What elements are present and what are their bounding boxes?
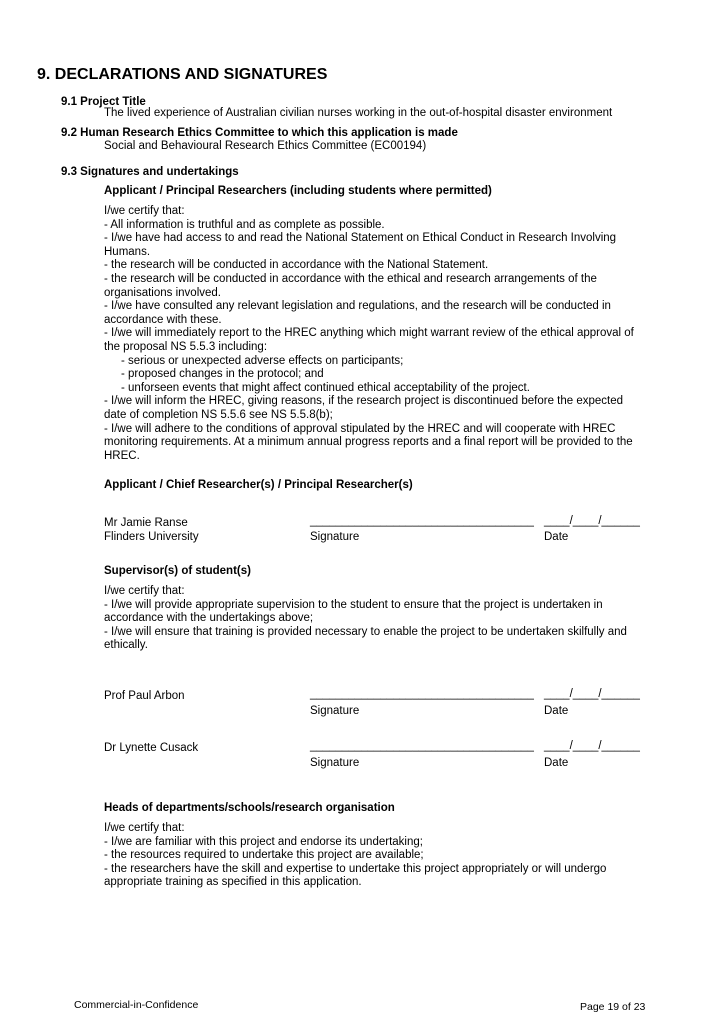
- date-field[interactable]: ____/____/______: [544, 740, 640, 752]
- signature-field[interactable]: ___________________________________: [310, 740, 534, 752]
- date-label: Date: [544, 531, 569, 543]
- declaration-line: - I/we will immediately report to the HREC anything which might warrant review of the ethical approval of: [104, 327, 634, 340]
- declaration-line: - the resources required to undertake this project are available;: [104, 849, 424, 862]
- applicants-heading: Applicant / Principal Researchers (including students where permitted): [104, 185, 492, 197]
- project-title: The lived experience of Australian civilian nurses working in the out-of-hospital disaster environment: [104, 107, 613, 119]
- ethics-committee: Social and Behavioural Research Ethics Committee (EC00194): [104, 140, 427, 152]
- signatory-name: Prof Paul Arbon: [104, 690, 185, 702]
- declaration-line: monitoring requirements. At a minimum annual progress reports and a final report will be provided to the: [104, 436, 633, 449]
- declaration-line: - I/we have had access to and read the National Statement on Ethical Conduct in Research Involving: [104, 232, 617, 245]
- signature-label: Signature: [310, 757, 360, 769]
- section-9-3-label: 9.3 Signatures and undertakings: [61, 166, 239, 178]
- declaration-line: - I/we are familiar with this project and endorse its undertaking;: [104, 835, 423, 848]
- declaration-line: I/we certify that:: [104, 585, 185, 597]
- declaration-line: ethically.: [104, 639, 148, 652]
- declaration-line: - All information is truthful and as complete as possible.: [104, 218, 385, 231]
- section-heading: 9. DECLARATIONS AND SIGNATURES: [37, 66, 328, 83]
- declaration-line: - the research will be conducted in accordance with the National Statement.: [104, 259, 489, 272]
- declaration-subline: - unforseen events that might affect continued ethical acceptability of the project.: [121, 381, 530, 394]
- declaration-line: the proposal NS 5.5.3 including:: [104, 340, 268, 353]
- declaration-line: - the research will be conducted in accordance with the ethical and research arrangements of the: [104, 272, 597, 285]
- declaration-line: appropriate training as specified in this application.: [104, 876, 362, 889]
- applicants-declaration: [104, 205, 704, 463]
- declaration-line: organisations involved.: [104, 286, 221, 299]
- declaration-line: - I/we will inform the HREC, giving reasons, if the research project is discontinued before the expected: [104, 395, 624, 408]
- declaration-line: accordance with the undertakings above;: [104, 612, 314, 625]
- signature-label: Signature: [310, 705, 360, 717]
- date-field[interactable]: ____/____/______: [544, 515, 640, 527]
- heads-heading: Heads of departments/schools/research organisation: [104, 802, 395, 814]
- heads-declaration: [104, 822, 704, 890]
- signature-field[interactable]: ___________________________________: [310, 688, 534, 700]
- declaration-line: - I/we will adhere to the conditions of approval stipulated by the HREC and will cooperate with HREC: [104, 422, 616, 435]
- date-field[interactable]: ____/____/______: [544, 688, 640, 700]
- date-label: Date: [544, 705, 569, 717]
- supervisors-declaration: [104, 585, 704, 653]
- signature-field[interactable]: ___________________________________: [310, 515, 534, 527]
- declaration-line: I/we certify that:: [104, 205, 185, 217]
- declaration-line: date of completion NS 5.5.6 see NS 5.5.8(b);: [104, 408, 333, 421]
- chief-researcher-heading: Applicant / Chief Researcher(s) / Principal Researcher(s): [104, 479, 413, 491]
- section-9-1-label: 9.1 Project Title: [61, 96, 146, 108]
- declaration-line: accordance with these.: [104, 313, 222, 326]
- section-9-2-label: 9.2 Human Research Ethics Committee to which this application is made: [61, 127, 458, 139]
- declaration-line: - I/we have consulted any relevant legislation and regulations, and the research will be conducted in: [104, 300, 611, 313]
- supervisors-heading: Supervisor(s) of student(s): [104, 565, 251, 577]
- declaration-line: I/we certify that:: [104, 822, 185, 834]
- signatory-name: Mr Jamie Ranse: [104, 517, 188, 529]
- declaration-line: - I/we will provide appropriate supervision to the student to ensure that the project is undertaken in: [104, 598, 603, 611]
- signatory-org: Flinders University: [104, 531, 199, 543]
- declaration-subline: - proposed changes in the protocol; and: [121, 368, 324, 381]
- date-label: Date: [544, 757, 569, 769]
- footer-page-number: Page 19 of 23: [580, 1001, 646, 1013]
- declaration-line: - I/we will ensure that training is provided necessary to enable the project to be undertaken skilfully and: [104, 625, 627, 638]
- declaration-subline: - serious or unexpected adverse effects on participants;: [121, 354, 404, 367]
- declaration-line: - the researchers have the skill and expertise to undertake this project appropriately or will undergo: [104, 862, 607, 875]
- signature-label: Signature: [310, 531, 360, 543]
- footer-confidentiality: Commercial-in-Confidence: [74, 999, 199, 1011]
- declaration-line: Humans.: [104, 245, 151, 258]
- declaration-line: HREC.: [104, 449, 140, 462]
- signatory-name: Dr Lynette Cusack: [104, 742, 199, 754]
